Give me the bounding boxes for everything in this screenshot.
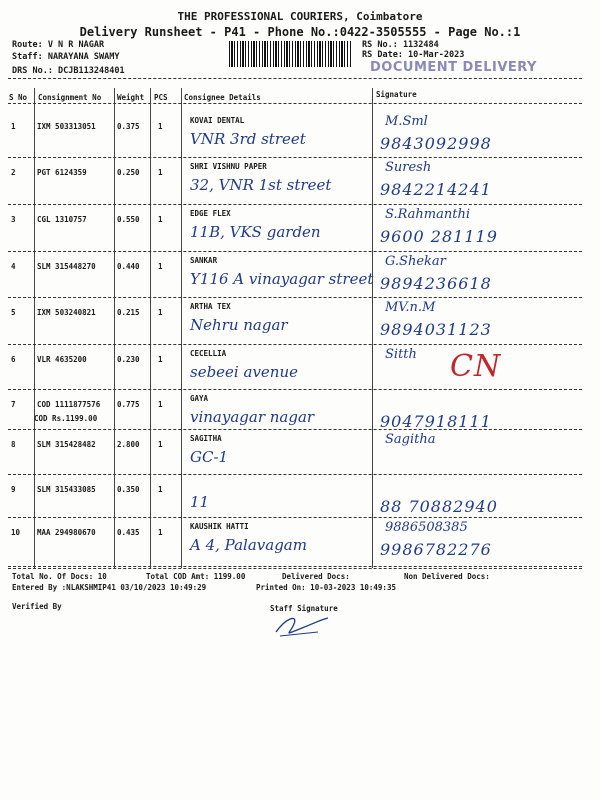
row-handwritten-address: A 4, Palavagam — [190, 536, 307, 554]
non-delivered-docs: Non Delivered Docs: — [404, 572, 490, 581]
drs-label: DRS No.: DCJB113248401 — [12, 66, 125, 76]
row-handwritten-address: 11B, VKS garden — [190, 223, 321, 241]
row-weight: 0.350 — [117, 485, 140, 494]
total-docs: Total No. Of Docs: 10 — [12, 572, 107, 581]
row-pcs: 1 — [158, 215, 163, 224]
row-handwritten-phone: 9047918111 — [380, 412, 492, 431]
row-sno: 9 — [11, 485, 16, 494]
row-handwritten-phone: 9843092998 — [380, 134, 492, 153]
row-consignee-name: CECELLIA — [190, 349, 227, 358]
row-consignee-name: GAYA — [190, 394, 209, 403]
row-cod-note: COD Rs.1199.00 — [34, 414, 98, 423]
row-handwritten-phone: 9842214241 — [380, 180, 492, 199]
row-handwritten-signature: MV.n.M — [385, 300, 436, 315]
row-handwritten-address: vinayagar nagar — [190, 408, 315, 426]
col-sno: S No — [9, 93, 28, 102]
row-handwritten-signature: Suresh — [385, 160, 432, 175]
row-weight: 0.250 — [117, 168, 140, 177]
row-weight: 0.230 — [117, 355, 140, 364]
row-sno: 4 — [11, 262, 16, 271]
row-handwritten-phone: 88 70882940 — [380, 497, 498, 516]
row-weight: 0.775 — [117, 400, 140, 409]
row-pcs: 1 — [158, 485, 163, 494]
row-pcs: 1 — [158, 122, 163, 131]
row-consignment: COD 1111877576 — [37, 400, 101, 409]
company-title: THE PROFESSIONAL COURIERS, Coimbatore — [177, 10, 423, 23]
row-consignment: IXM 503313051 — [37, 122, 96, 131]
row-consignee-name: SAGITHA — [190, 434, 222, 443]
row-handwritten-address: sebeei avenue — [190, 363, 298, 381]
row-consignment: PGT 6124359 — [37, 168, 87, 177]
row-sno: 7 — [11, 400, 16, 409]
row-sno: 3 — [11, 215, 16, 224]
row-handwritten-phone: 9894031123 — [380, 320, 492, 339]
row-handwritten-signature: Sitth — [385, 347, 417, 362]
row-consignee-name: KAUSHIK HATTI — [190, 522, 249, 531]
staff-signature-scribble — [272, 612, 332, 638]
row-pcs: 1 — [158, 400, 163, 409]
runsheet-title: Delivery Runsheet - P41 - Phone No.:0422-3505555 - Page No.:1 — [79, 25, 521, 39]
row-consignee-name: EDGE FLEX — [190, 209, 231, 218]
row-weight: 0.215 — [117, 308, 140, 317]
row-handwritten-phone: 9986782276 — [380, 540, 492, 559]
route-label: Route: V N R NAGAR — [12, 40, 105, 50]
row-consignee-name: KOVAI DENTAL — [190, 116, 245, 125]
row-pcs: 1 — [158, 528, 163, 537]
staff-signature-label: Staff Signature — [270, 604, 338, 613]
row-pcs: 1 — [158, 262, 163, 271]
row-sno: 8 — [11, 440, 16, 449]
col-consignee: Consignee Details — [184, 93, 261, 102]
row-handwritten-signature: 9886508385 — [385, 520, 468, 535]
row-consignment: VLR 4635200 — [37, 355, 87, 364]
entered-by: Entered By :NLAKSHMIP41 03/10/2023 10:49:29 — [12, 583, 207, 592]
row-weight: 0.375 — [117, 122, 140, 131]
verified-by: Verified By — [12, 602, 62, 611]
row-pcs: 1 — [158, 355, 163, 364]
row-consignment: MAA 294980670 — [37, 528, 96, 537]
row-handwritten-signature: G.Shekar — [385, 254, 446, 269]
row-consignment: SLM 315433085 — [37, 485, 96, 494]
row-consignee-name: SHRI VISHNU PAPER — [190, 162, 267, 171]
row-pcs: 1 — [158, 440, 163, 449]
row-handwritten-phone: CN — [450, 349, 502, 384]
total-cod: Total COD Amt: 1199.00 — [146, 572, 246, 581]
document-delivery-stamp: DOCUMENT DELIVERY — [370, 60, 537, 75]
row-sno: 1 — [11, 122, 16, 131]
row-consignment: IXM 503240821 — [37, 308, 96, 317]
row-consignee-name: SANKAR — [190, 256, 218, 265]
row-handwritten-address: GC-1 — [190, 448, 229, 466]
row-consignee-name: ARTHA TEX — [190, 302, 231, 311]
row-pcs: 1 — [158, 168, 163, 177]
row-handwritten-signature: S.Rahmanthi — [385, 207, 470, 222]
printed-on: Printed On: 10-03-2023 10:49:35 — [256, 583, 396, 592]
row-handwritten-address: Nehru nagar — [190, 316, 288, 334]
row-consignment: CGL 1310757 — [37, 215, 87, 224]
rs-date: RS Date: 10-Mar-2023 — [362, 50, 465, 60]
delivered-docs: Delivered Docs: — [282, 572, 350, 581]
row-handwritten-address: 11 — [190, 493, 210, 511]
row-weight: 0.440 — [117, 262, 140, 271]
row-handwritten-signature: Sagitha — [385, 432, 436, 447]
row-sno: 2 — [11, 168, 16, 177]
row-handwritten-address: Y116 A vinayagar street — [190, 270, 374, 288]
row-weight: 0.550 — [117, 215, 140, 224]
row-weight: 2.800 — [117, 440, 140, 449]
row-pcs: 1 — [158, 308, 163, 317]
row-sno: 10 — [11, 528, 21, 537]
row-consignment: SLM 315428482 — [37, 440, 96, 449]
rs-number: RS No.: 1132484 — [362, 40, 439, 50]
row-weight: 0.435 — [117, 528, 140, 537]
col-pcs: PCS — [154, 93, 168, 102]
row-handwritten-phone: 9894236618 — [380, 274, 492, 293]
row-handwritten-phone: 9600 281119 — [380, 227, 498, 246]
col-consignment: Consignment No — [38, 93, 102, 102]
row-handwritten-signature: M.Sml — [385, 114, 428, 129]
row-handwritten-address: 32, VNR 1st street — [190, 176, 332, 194]
col-weight: Weight — [117, 93, 145, 102]
row-consignment: SLM 315448270 — [37, 262, 96, 271]
staff-label: Staff: NARAYANA SWAMY — [12, 52, 120, 62]
row-sno: 5 — [11, 308, 16, 317]
barcode — [229, 41, 351, 67]
row-handwritten-address: VNR 3rd street — [190, 130, 306, 148]
row-sno: 6 — [11, 355, 16, 364]
col-signature: Signature — [376, 90, 417, 99]
